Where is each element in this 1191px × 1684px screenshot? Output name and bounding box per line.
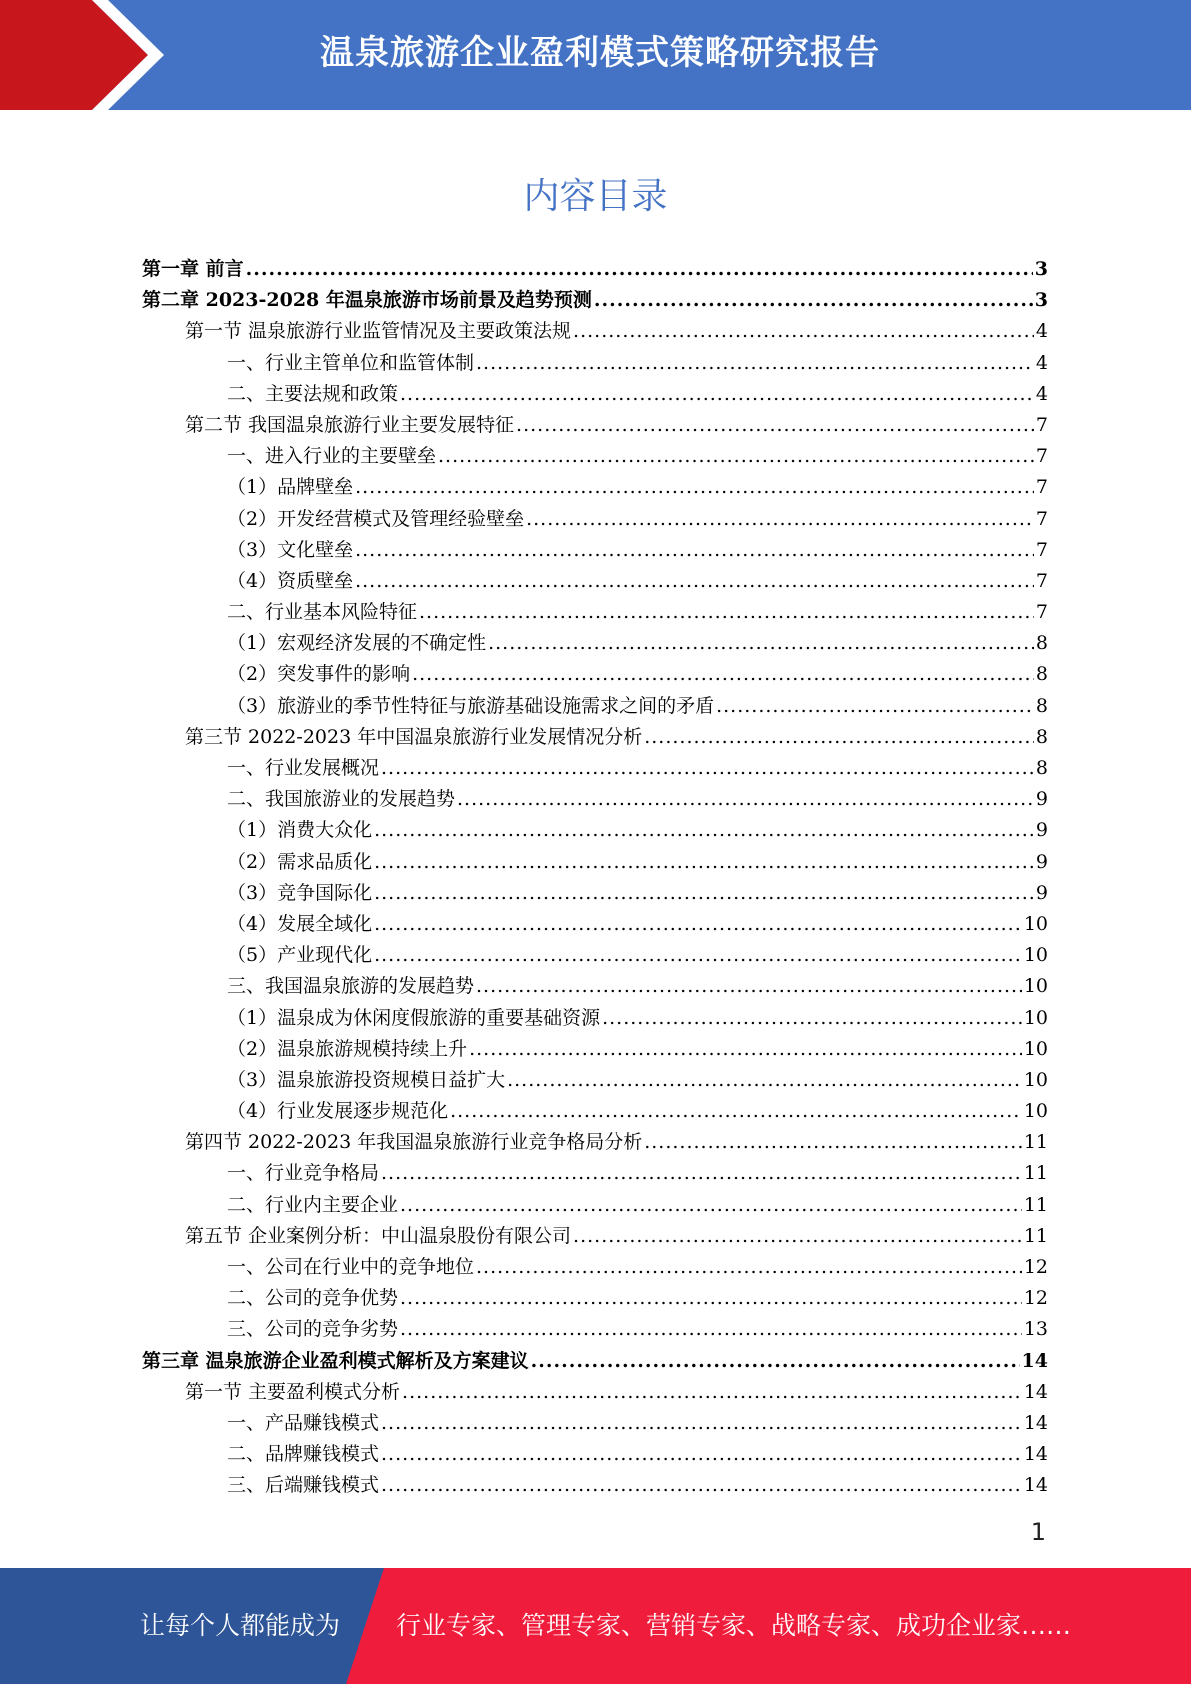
toc-leader-dots — [488, 628, 1034, 659]
toc-entry[interactable] — [142, 1190, 1048, 1221]
toc-leader-dots — [381, 753, 1034, 784]
toc-entry-page: 10 — [1023, 944, 1048, 967]
toc-entry-title: 三、后端赚钱模式 — [227, 1474, 380, 1497]
toc-entry-title: （2）温泉旅游规模持续上升 — [227, 1037, 468, 1060]
toc-entry-title: （1）品牌壁垒 — [227, 476, 354, 499]
footer-banner — [0, 1568, 1191, 1684]
toc-entry-page: 8 — [1035, 632, 1048, 655]
toc-entry-page: 8 — [1035, 663, 1048, 686]
toc-leader-dots — [594, 285, 1033, 316]
toc-entry-title: 第四节 2022-2023 年我国温泉旅游行业竞争格局分析 — [185, 1131, 643, 1154]
toc-entry-page: 14 — [1023, 1411, 1048, 1434]
toc-leader-dots — [381, 1439, 1022, 1470]
toc-entry-title: 一、公司在行业中的竞争地位 — [227, 1256, 475, 1278]
toc-entry-page: 11 — [1023, 1131, 1048, 1154]
toc-leader-dots — [374, 940, 1022, 971]
toc-leader-dots — [400, 1314, 1022, 1345]
toc-entry-page: 10 — [1023, 912, 1048, 935]
toc-entry-title: （5）产业现代化 — [227, 944, 373, 967]
toc-entry[interactable] — [142, 1127, 1048, 1158]
report-title: 温泉旅游企业盈利模式策略研究报告 — [320, 33, 880, 73]
toc-entry-title: 三、公司的竞争劣势 — [227, 1318, 399, 1341]
toc-entry[interactable] — [142, 597, 1048, 628]
toc-leader-dots — [355, 566, 1034, 597]
toc-entry-title: 二、行业内主要企业 — [227, 1193, 399, 1216]
toc-entry-page: 14 — [1021, 1349, 1048, 1372]
toc-entry-title: 一、行业发展概况 — [227, 757, 380, 779]
toc-entry-page: 4 — [1035, 351, 1048, 374]
toc-leader-dots — [602, 1003, 1022, 1034]
toc-leader-dots — [402, 1377, 1022, 1408]
toc-entry-title: （1）温泉成为休闲度假旅游的重要基础资源 — [227, 1006, 601, 1029]
toc-entry-title: 第二节 我国温泉旅游行业主要发展特征 — [185, 413, 515, 436]
toc-entry[interactable] — [142, 410, 1048, 441]
toc-entry[interactable] — [142, 566, 1048, 597]
toc-entry[interactable] — [142, 909, 1048, 940]
toc-entry-page: 11 — [1023, 1162, 1048, 1185]
toc-leader-dots — [516, 410, 1034, 441]
toc-entry-title: （1）宏观经济发展的不确定性 — [227, 632, 487, 655]
toc-leader-dots — [400, 379, 1034, 410]
toc-leader-dots — [412, 659, 1034, 690]
toc-entry[interactable] — [142, 722, 1048, 753]
toc-entry-title: 三、我国温泉旅游的发展趋势 — [227, 975, 475, 998]
toc-entry[interactable] — [142, 1003, 1048, 1034]
toc-entry[interactable] — [142, 1283, 1048, 1314]
toc-entry-page: 7 — [1035, 507, 1048, 530]
toc-entry-title: （2）需求品质化 — [227, 850, 373, 873]
toc-leader-dots — [476, 971, 1022, 1002]
toc-entry[interactable] — [142, 1346, 1048, 1377]
toc-entry[interactable] — [142, 504, 1048, 535]
toc-leader-dots — [246, 254, 1033, 285]
toc-entry[interactable] — [142, 940, 1048, 971]
toc-entry-page: 8 — [1035, 694, 1048, 717]
toc-leader-dots — [457, 784, 1034, 815]
toc-entry[interactable] — [142, 784, 1048, 815]
toc-entry-title: 第二章 2023-2028 年温泉旅游市场前景及趋势预测 — [142, 289, 592, 312]
toc-entry-page: 9 — [1035, 788, 1048, 811]
footer-slogan-right: 行业专家、管理专家、营销专家、战略专家、成功企业家…… — [396, 1611, 1072, 1640]
toc-entry-page: 9 — [1035, 881, 1048, 904]
toc-entry-title: （2）突发事件的影响 — [227, 663, 411, 686]
toc-entry-page: 11 — [1023, 1193, 1048, 1216]
toc-entry[interactable] — [142, 1314, 1048, 1345]
toc-entry[interactable] — [142, 847, 1048, 878]
toc-leader-dots — [374, 909, 1022, 940]
toc-entry-title: 二、我国旅游业的发展趋势 — [227, 788, 456, 811]
toc-entry-page: 7 — [1035, 569, 1048, 592]
toc-leader-dots — [381, 1158, 1022, 1189]
toc-entry-page: 10 — [1023, 1100, 1048, 1123]
toc-entry-title: （3）温泉旅游投资规模日益扩大 — [227, 1068, 506, 1091]
toc-entry[interactable] — [142, 1034, 1048, 1065]
toc-leader-dots — [374, 847, 1034, 878]
toc-entry-page: 7 — [1035, 601, 1048, 624]
toc-entry-page: 8 — [1035, 757, 1048, 779]
table-of-contents — [142, 254, 1048, 1502]
toc-entry-page: 10 — [1023, 1006, 1048, 1029]
toc-entry[interactable] — [142, 1221, 1048, 1252]
toc-leader-dots — [438, 441, 1034, 472]
toc-entry-page: 10 — [1023, 1037, 1048, 1060]
toc-entry-page: 11 — [1023, 1224, 1048, 1247]
toc-leader-dots — [400, 1283, 1022, 1314]
footer-slogan-left: 让每个人都能成为 — [140, 1611, 341, 1640]
toc-entry-page: 9 — [1035, 850, 1048, 873]
toc-entry[interactable] — [142, 1470, 1048, 1501]
toc-leader-dots — [450, 1096, 1022, 1127]
toc-leader-dots — [573, 1221, 1022, 1252]
toc-entry[interactable] — [142, 1439, 1048, 1470]
toc-leader-dots — [476, 348, 1034, 379]
toc-entry[interactable] — [142, 285, 1048, 316]
toc-entry-title: 一、产品赚钱模式 — [227, 1411, 380, 1434]
toc-entry-title: （4）资质壁垒 — [227, 569, 354, 592]
toc-leader-dots — [381, 1408, 1022, 1439]
toc-entry-page: 7 — [1035, 476, 1048, 499]
toc-leader-dots — [374, 815, 1034, 846]
toc-entry-title: （2）开发经营模式及管理经验壁垒 — [227, 507, 525, 530]
toc-entry-page: 4 — [1035, 320, 1048, 343]
toc-leader-dots — [507, 1065, 1022, 1096]
toc-entry[interactable] — [142, 472, 1048, 503]
toc-entry-title: 一、行业竞争格局 — [227, 1162, 380, 1185]
toc-entry[interactable] — [142, 628, 1048, 659]
header-banner — [0, 0, 1191, 110]
toc-entry-title: （3）文化壁垒 — [227, 538, 354, 561]
toc-entry[interactable] — [142, 535, 1048, 566]
toc-entry-title: （3）竞争国际化 — [227, 881, 373, 904]
toc-leader-dots — [400, 1190, 1022, 1221]
toc-leader-dots — [469, 1034, 1022, 1065]
toc-entry-page: 14 — [1023, 1380, 1048, 1403]
toc-entry-page: 7 — [1035, 413, 1048, 436]
toc-entry[interactable] — [142, 878, 1048, 909]
toc-entry-title: （4）发展全域化 — [227, 912, 373, 935]
toc-entry[interactable] — [142, 1065, 1048, 1096]
toc-entry[interactable] — [142, 348, 1048, 379]
toc-leader-dots — [644, 722, 1034, 753]
toc-entry-page: 10 — [1023, 1068, 1048, 1091]
toc-entry-page: 12 — [1023, 1256, 1048, 1278]
toc-entry-page: 7 — [1035, 538, 1048, 561]
toc-entry-page: 3 — [1034, 258, 1048, 280]
toc-entry-title: （1）消费大众化 — [227, 819, 373, 842]
toc-entry-page: 8 — [1035, 725, 1048, 748]
toc-leader-dots — [531, 1346, 1020, 1377]
toc-entry-page: 3 — [1034, 289, 1048, 312]
toc-entry[interactable] — [142, 1377, 1048, 1408]
toc-entry-title: 第一章 前言 — [142, 258, 244, 280]
toc-entry-page: 7 — [1035, 445, 1048, 468]
toc-entry[interactable] — [142, 659, 1048, 690]
toc-entry[interactable] — [142, 691, 1048, 722]
toc-entry-title: 第一节 温泉旅游行业监管情况及主要政策法规 — [185, 320, 572, 343]
toc-leader-dots — [374, 878, 1034, 909]
toc-entry-title: 二、行业基本风险特征 — [227, 601, 418, 624]
toc-entry[interactable] — [142, 753, 1048, 784]
toc-entry[interactable] — [142, 1252, 1048, 1283]
toc-entry-title: 一、进入行业的主要壁垒 — [227, 445, 437, 468]
page-number: 1 — [1030, 1518, 1046, 1546]
toc-entry[interactable] — [142, 815, 1048, 846]
toc-leader-dots — [419, 597, 1034, 628]
toc-entry-title: 一、行业主管单位和监管体制 — [227, 351, 475, 374]
toc-heading: 内容目录 — [523, 176, 668, 217]
toc-entry-title: 第三章 温泉旅游企业盈利模式解析及方案建议 — [142, 1349, 529, 1372]
toc-leader-dots — [355, 472, 1034, 503]
toc-entry-title: 第三节 2022-2023 年中国温泉旅游行业发展情况分析 — [185, 725, 643, 748]
toc-entry[interactable] — [142, 1158, 1048, 1189]
toc-entry[interactable] — [142, 1408, 1048, 1439]
toc-leader-dots — [381, 1470, 1022, 1501]
toc-entry-page: 14 — [1023, 1443, 1048, 1466]
toc-entry-title: （4）行业发展逐步规范化 — [227, 1100, 449, 1123]
toc-entry-title: 二、品牌赚钱模式 — [227, 1443, 380, 1466]
toc-entry-page: 13 — [1023, 1318, 1048, 1341]
toc-entry[interactable] — [142, 971, 1048, 1002]
toc-entry-title: 第五节 企业案例分析：中山温泉股份有限公司 — [185, 1224, 572, 1247]
toc-entry-title: （3）旅游业的季节性特征与旅游基础设施需求之间的矛盾 — [227, 694, 715, 717]
toc-leader-dots — [526, 504, 1034, 535]
toc-entry-page: 10 — [1023, 975, 1048, 998]
toc-entry-title: 二、公司的竞争优势 — [227, 1287, 399, 1310]
toc-leader-dots — [644, 1127, 1022, 1158]
toc-entry-title: 第一节 主要盈利模式分析 — [185, 1380, 401, 1403]
toc-entry-page: 4 — [1035, 382, 1048, 405]
toc-entry[interactable] — [142, 316, 1048, 347]
toc-entry-page: 12 — [1023, 1287, 1048, 1310]
toc-entry-page: 9 — [1035, 819, 1048, 842]
toc-entry[interactable] — [142, 1096, 1048, 1127]
toc-leader-dots — [476, 1252, 1022, 1283]
toc-entry[interactable] — [142, 441, 1048, 472]
toc-leader-dots — [716, 691, 1034, 722]
toc-leader-dots — [573, 316, 1034, 347]
toc-entry-page: 14 — [1023, 1474, 1048, 1497]
toc-leader-dots — [355, 535, 1034, 566]
toc-entry[interactable] — [142, 379, 1048, 410]
toc-entry-title: 二、主要法规和政策 — [227, 382, 399, 405]
toc-entry[interactable] — [142, 254, 1048, 285]
